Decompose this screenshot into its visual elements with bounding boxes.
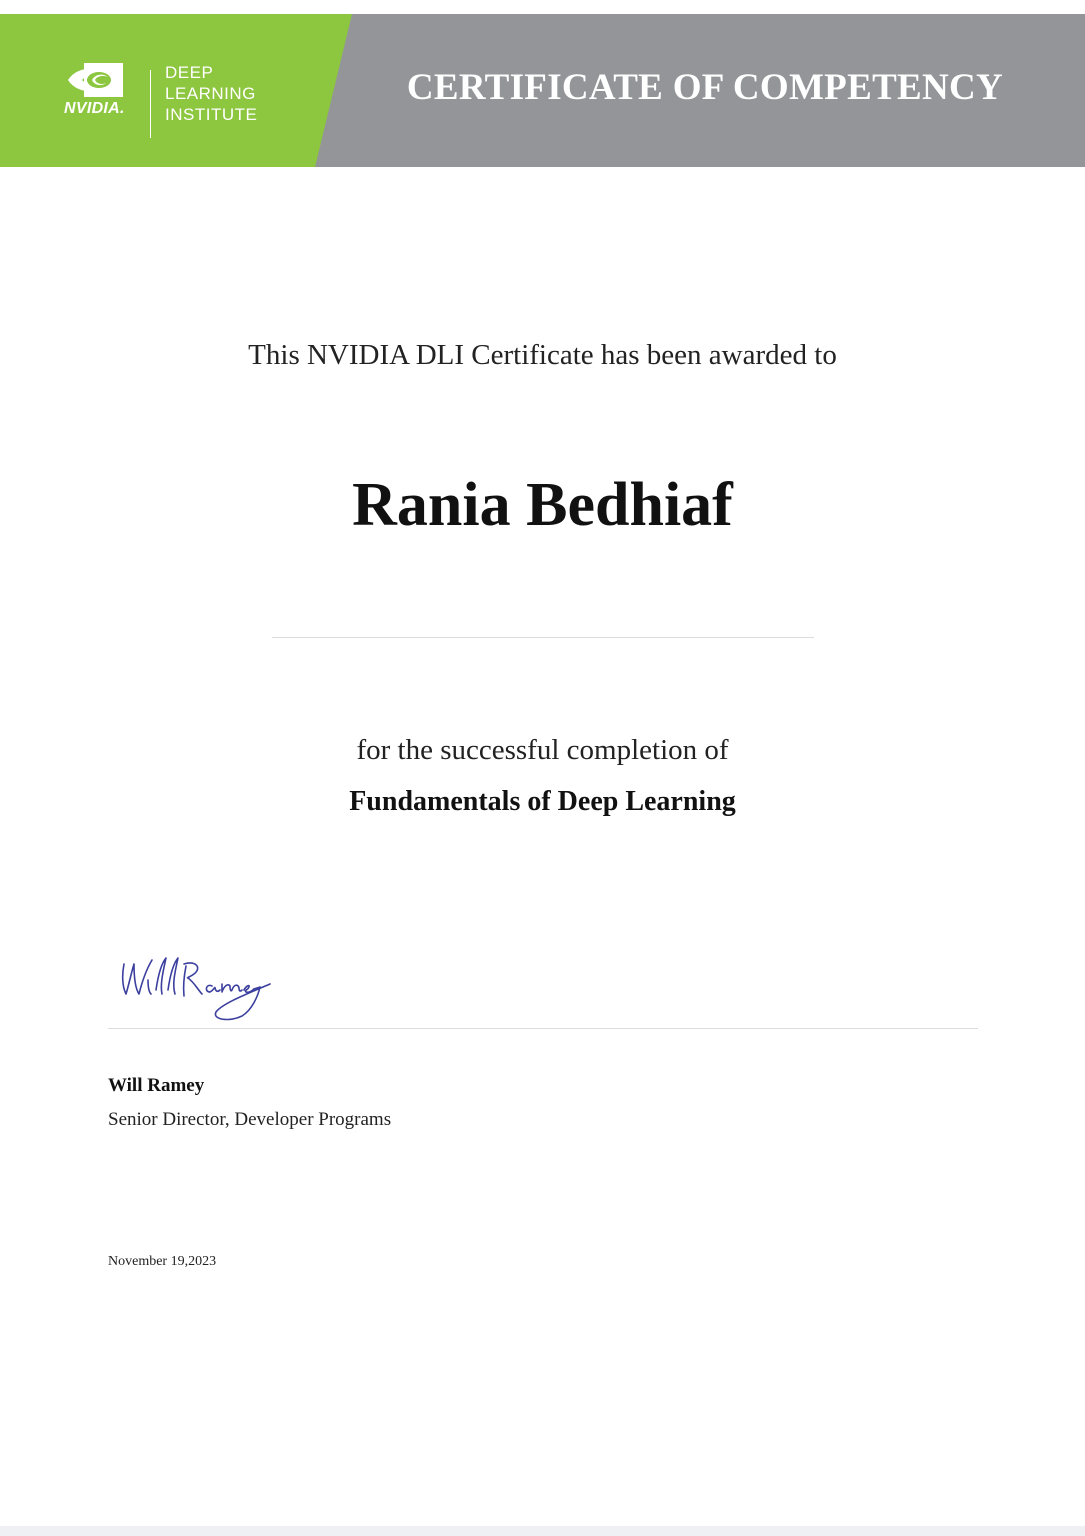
- certificate-header: [0, 14, 1085, 167]
- certificate-title: CERTIFICATE OF COMPETENCY: [406, 67, 1004, 108]
- completion-text: for the successful completion of: [356, 734, 729, 766]
- nvidia-logo: [60, 58, 140, 118]
- signer-name: Will Ramey: [108, 1075, 205, 1096]
- nvidia-eye-logo-icon: [66, 62, 124, 98]
- institute-line-1: DEEP: [165, 63, 214, 82]
- institute-line-2: LEARNING: [165, 84, 256, 103]
- bottom-margin: [0, 1526, 1085, 1536]
- recipient-name: Rania Bedhiaf: [352, 471, 733, 539]
- awarded-text: This NVIDIA DLI Certificate has been awarded to: [248, 339, 837, 371]
- nvidia-logo-text: NVIDIA.: [64, 100, 125, 117]
- deep-learning-institute-text: [165, 62, 257, 125]
- issue-date: November 19,2023: [108, 1254, 217, 1269]
- logo-divider: [150, 70, 151, 138]
- signer-title: Senior Director, Developer Programs: [108, 1109, 392, 1130]
- course-name: Fundamentals of Deep Learning: [349, 786, 736, 817]
- signature-line: [108, 1028, 978, 1029]
- top-margin: [0, 0, 1085, 14]
- name-divider: [272, 637, 814, 638]
- handwritten-signature: [118, 950, 278, 1028]
- institute-line-3: INSTITUTE: [165, 105, 258, 124]
